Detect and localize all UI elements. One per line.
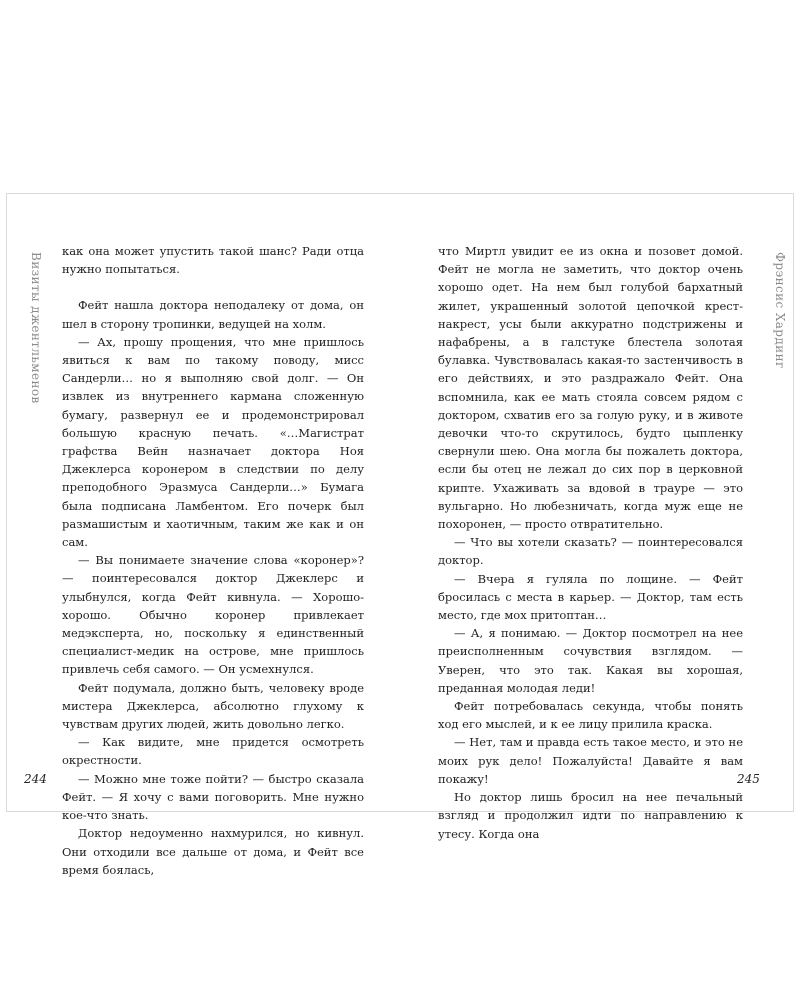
left-page — [7, 194, 401, 877]
paragraph: как она может упустить такой шанс? Ради отца нужно попытаться. — [62, 244, 364, 277]
paragraph: — Нет, там и правда есть такое место, и это не моих рук дело! Пожалуйста! Давайте я вам покажу! — [438, 735, 743, 786]
paragraph: — Ах, прошу прощения, что мне пришлось явиться к вам по такому поводу, мисс Сандерли… но я выполняю свой долг. — Он извлек из внутреннего кармана сложенную бумагу, развернул ее и продемонстрировал большую красную печать. «…Магистрат графства Вейн назначает доктора Ноя Джеклерса коронером в следствии по делу преподобного Эразмуса Сандерли…» Бумага была подписана Ламбентом. Его почерк был размашистым и хаотичным, таким же как и он сам. — [62, 334, 364, 550]
right-page-text — [438, 242, 743, 843]
paragraph: — Как видите, мне придется осмотреть окрестности. — [62, 735, 364, 768]
paragraph: Фейт подумала, должно быть, человеку вроде мистера Джеклерса, абсолютно глухому к чувствам других людей, жить довольно легко. — [62, 680, 364, 732]
paragraph: — Вчера я гуляла по лощине. — Фейт бросилась с места в карьер. — Доктор, там есть место, где мох притоптан… — [438, 571, 743, 623]
page-number-left: 244 — [24, 772, 47, 786]
paragraph: — Что вы хотели сказать? — поинтересовался доктор. — [438, 535, 743, 568]
running-head-left: Визиты джентльменов — [29, 252, 43, 404]
paragraph: Фейт нашла доктора неподалеку от дома, он шел в сторону тропинки, ведущей на холм. — [62, 298, 364, 331]
paragraph: Доктор недоуменно нахмурился, но кивнул. Они отходили все дальше от дома, и Фейт все время боялась, — [62, 826, 364, 877]
paragraph: Но доктор лишь бросил на нее печальный взгляд и продолжил идти по направлению к утесу. Когда она — [438, 790, 743, 841]
running-head-right: Фрэнсис Хардинг — [773, 252, 787, 369]
paragraph: что Миртл увидит ее из окна и позовет домой. Фейт не могла не заметить, что доктор очень хорошо одет. На нем был голубой бархатный жилет, украшенный золотой цепочкой крест-накрест, усы были аккуратно подстрижены и нафабрены, а в галстуке блестела золотая булавка. Чувствовалась какая-то застенчивость в его действиях, и это раздражало Фейт. Она вспомнила, как ее мать стояла совсем рядом с доктором, схватив его за голую руку, и в животе девочки что-то скрутилось, будто цыпленку свернули шею. Она могла бы пожалеть доктора, если бы отец не лежал до сих пор в церковной крипте. Ухаживать за вдовой в трауре — это вульгарно. Но любезничать, когда муж еще не похоронен, — просто отвратительно. — [438, 244, 743, 532]
left-page-text — [62, 242, 364, 879]
paragraph: — А, я понимаю. — Доктор посмотрел на нее преисполненным сочувствия взглядом. — Уверен, что это так. Какая вы хорошая, преданная молодая леди! — [438, 626, 743, 695]
book-spread — [6, 193, 794, 877]
page-number-right: 245 — [737, 772, 760, 786]
paragraph: Фейт потребовалась секунда, чтобы понять ход его мыслей, и к ее лицу прилила краска. — [438, 699, 743, 732]
paragraph: — Вы понимаете значение слова «коронер»? — поинтересовался доктор Джеклерс и улыбнулся, когда Фейт кивнула. — Хорошо-хорошо. Обычно коронер привлекает медэксперта, но, поскольку я единственный специалист-медик на острове, мне пришлось привлечь себя самого. — Он усмехнулся. — [62, 553, 364, 677]
paragraph: — Можно мне тоже пойти? — быстро сказала Фейт. — Я хочу с вами поговорить. Мне нужно кое-что знать. — [62, 771, 364, 823]
right-page — [401, 194, 795, 841]
